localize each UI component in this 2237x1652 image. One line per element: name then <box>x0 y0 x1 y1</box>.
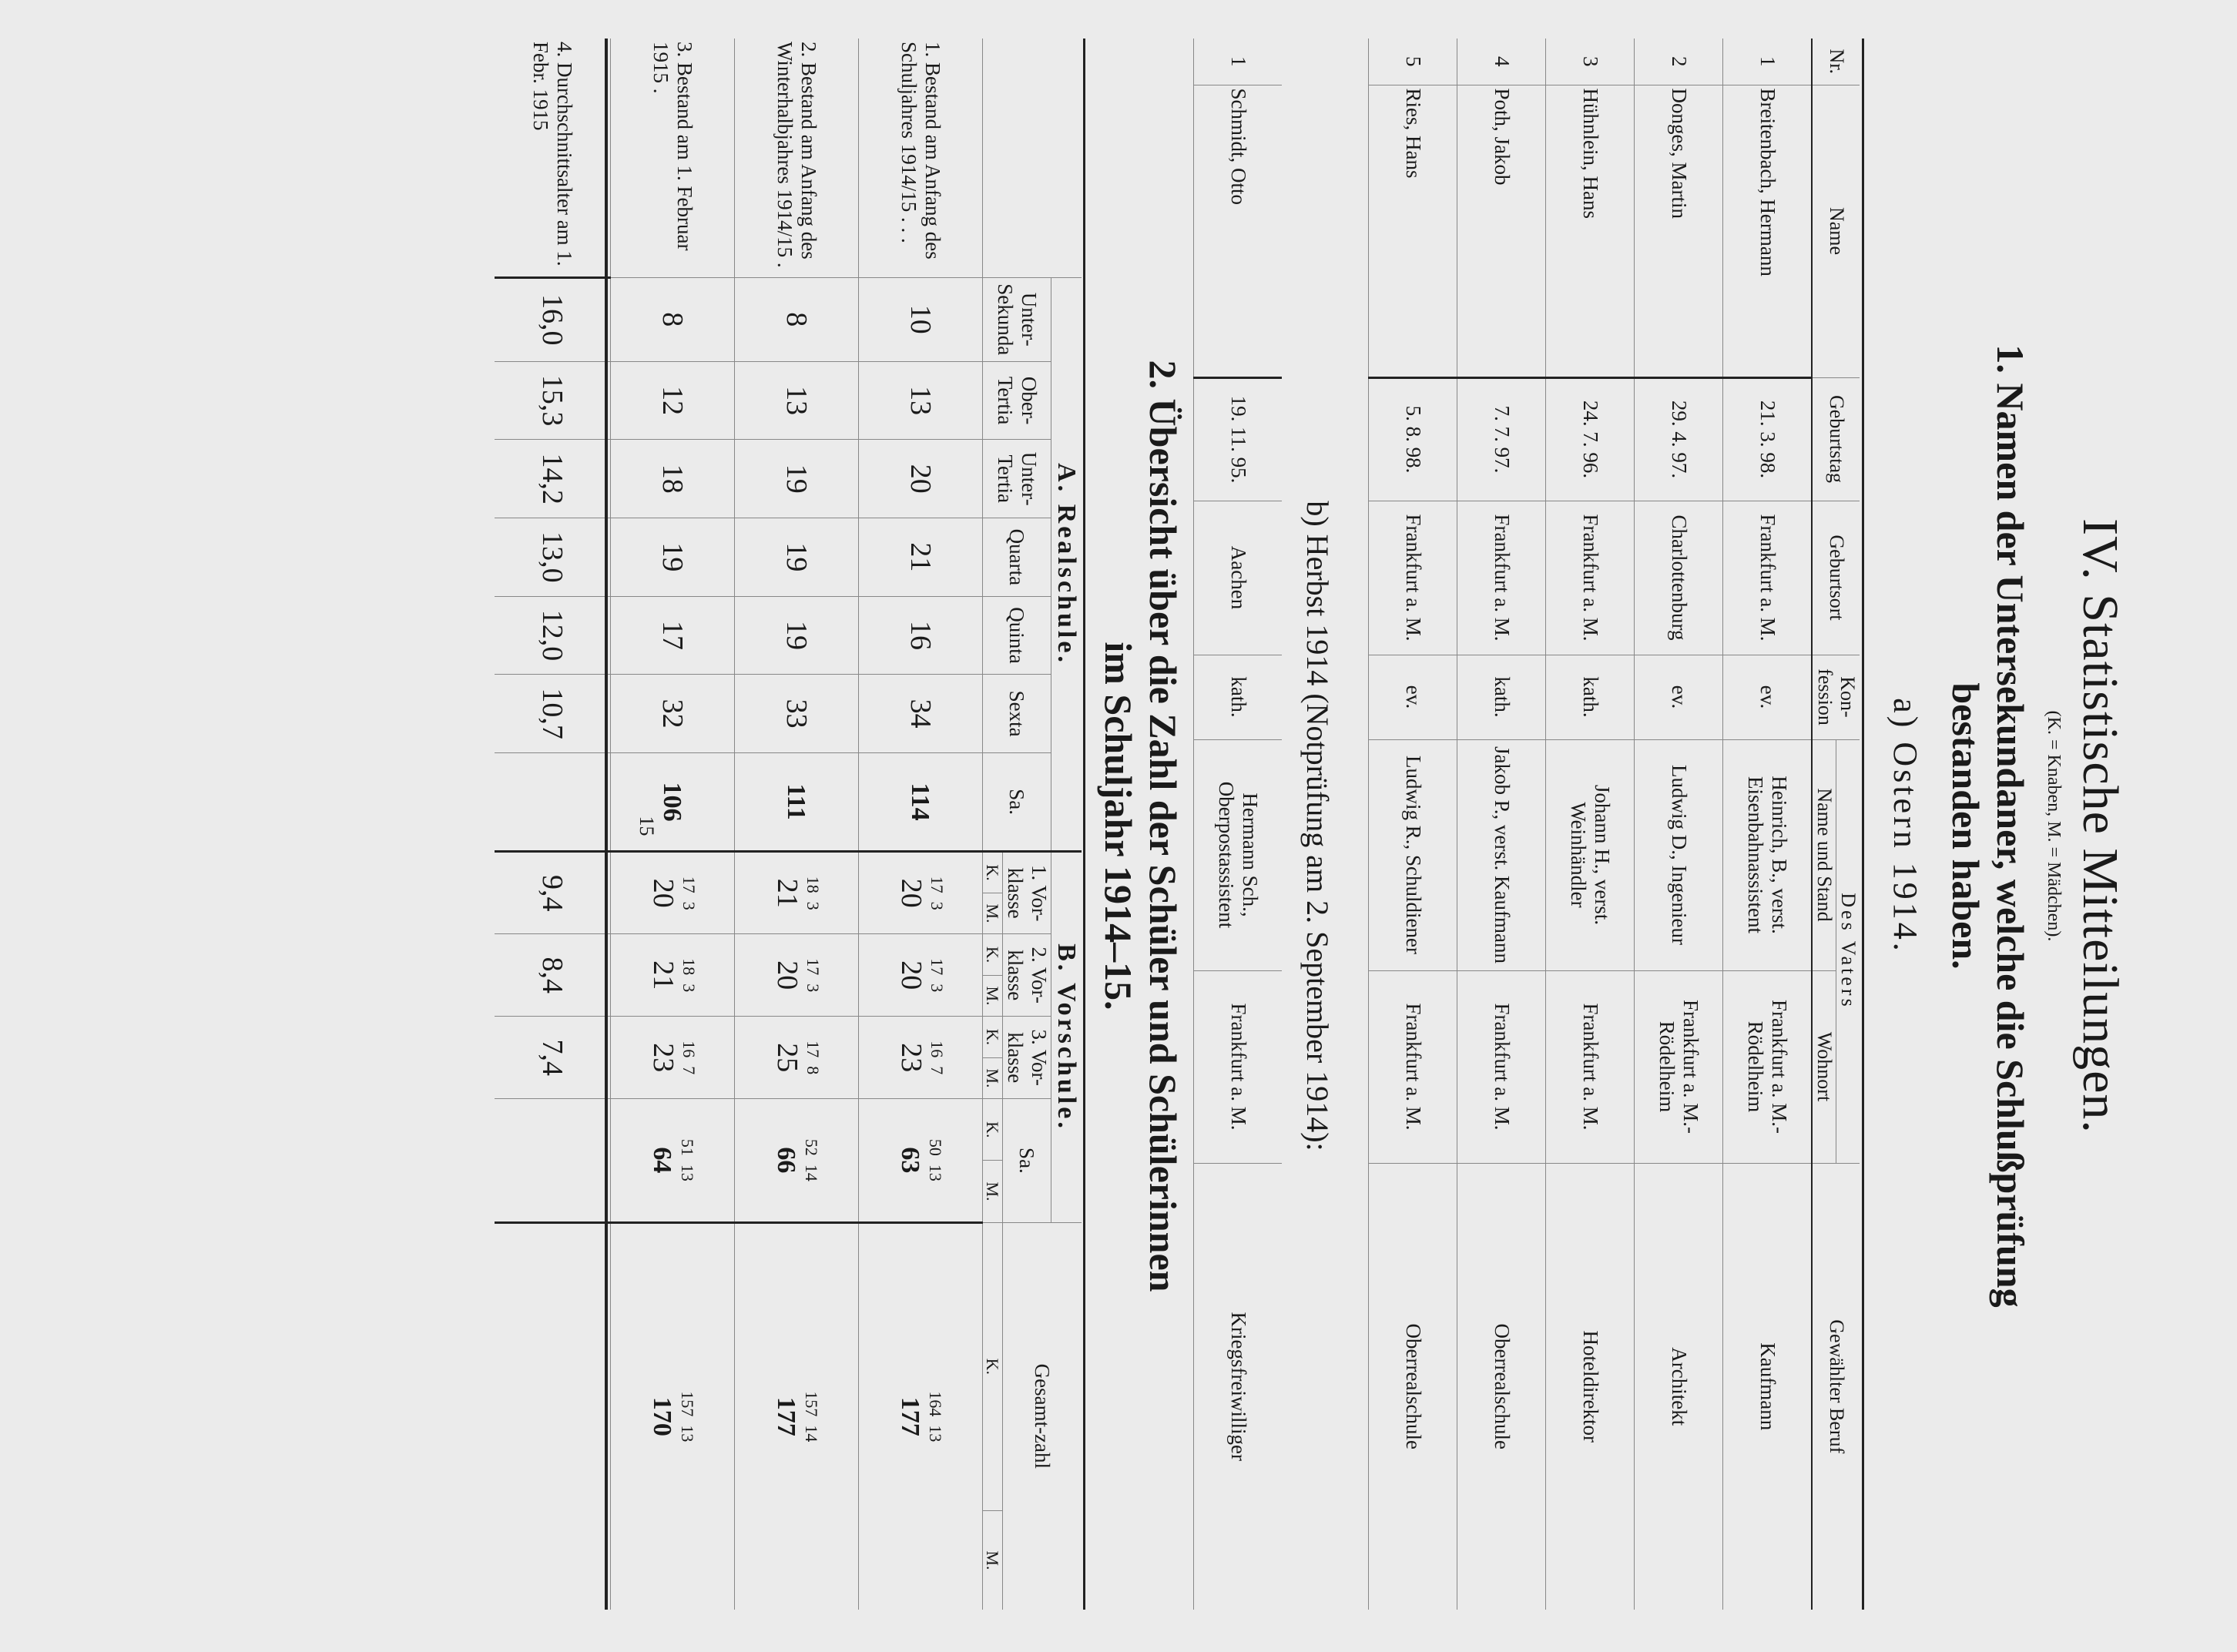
table-row: 2. Bestand am Anfang des Winterhalbjahres 1914/15 . 8 13 19 19 19 33 111 18 3 21 17 3 20 17 8 25 52 14 66 157 14 177 <box>734 39 858 1610</box>
subheading-ostern: a) Ostern 1914. <box>1887 698 1924 954</box>
table-row: 1. Bestand am Anfang des Schuljahres 1914/15 . . . 10 13 20 21 16 34 114 17 3 20 17 3 20 16 7 23 50 13 63 164 13 177 <box>858 39 982 1610</box>
heading-1-line-1: 1. Namen der Untersekundaner, welche die Schlußprüfung <box>1989 344 2032 1308</box>
statistics-table: A. Realschule. B. Vorschule. Gesamt-zahl Unter-Sekunda Ober-Tertia Unter-Tertia Quarta Quinta Sexta Sa. 1. Vor-klasse 2. Vor-klasse 3. Vor-klasse Sa. K. M. K. M. K. M. K. M. K. M. 1. Bestand am Anfang des Schuljahres 1914/15 . . . 10 13 20 21 16 34 114 17 3 20 17 3 20 16 7 23 50 13 63 164 13 177 2. Bestand am Anfang des Winterhalbjahres 1914/15 . 8 13 19 19 19 33 111 18 3 21 17 3 20 17 8 25 52 14 66 157 14 177 3. Bestand am 1. Februar 1915 . 8 12 18 19 17 32 106 17 3 20 18 3 21 16 7 23 51 13 64 157 13 170 4. Durchschnittsalter am 1. Febr. 1915 16,0 15,3 14,2 13,0 12,0 10,7 9,4 8,4 7,4 <box>495 39 1082 1610</box>
page-number: 15 <box>636 816 658 836</box>
realschule-header: A. Realschule. <box>1051 277 1082 852</box>
table-row: 5 Ries, Hans 5. 8. 98. Frankfurt a. M. ev. Ludwig R., Schuldiener Frankfurt a. M. Oberrealschule <box>1369 39 1457 1610</box>
table-row: 1 Schmidt, Otto 19. 11. 95. Aachen kath. Hermann Sch., Oberpostassistent Frankfurt a. M. Kriegsfreiwilliger <box>1194 39 1283 1610</box>
abbreviation-note: (K. = Knaben, M. = Mädchen). <box>2044 710 2064 942</box>
col-beruf: Gewählter Beruf <box>1812 1163 1860 1610</box>
examinees-table-ostern <box>1368 39 1860 1610</box>
gesamtzahl-header: Gesamt-zahl <box>1002 1222 1082 1610</box>
table-row: 4 Poth, Jakob 7. 7. 97. Frankfurt a. M. kath. Jakob P., verst. Kaufmann Frankfurt a. M. Oberrealschule <box>1457 39 1546 1610</box>
table-row: 4. Durchschnittsalter am 1. Febr. 1915 16,0 15,3 14,2 13,0 12,0 10,7 9,4 8,4 7,4 <box>495 39 611 1610</box>
vorschule-header: B. Vorschule. <box>1051 852 1082 1222</box>
col-geburtstag: Geburtstag <box>1812 377 1860 501</box>
col-name: Name <box>1812 85 1860 377</box>
table-row: 3. Bestand am 1. Februar 1915 . 8 12 18 19 17 32 106 17 3 20 18 3 21 16 7 23 51 13 64 157 13 170 <box>610 39 734 1610</box>
col-geburtsort: Geburtsort <box>1812 501 1860 655</box>
heading-2-line-1: 2. Übersicht über die Zahl der Schüler und Schülerinnen <box>1142 360 1185 1292</box>
col-name-stand: Name und Stand <box>1812 739 1836 970</box>
subheading-herbst: b) Herbst 1914 (Notprüfung am 2. September 1914): <box>1300 501 1335 1151</box>
table-row: 3 Hühnlein, Hans 24. 7. 96. Frankfurt a. M. kath. Johann H., verst. Weinhändler Frankfurt a. M. Hoteldirektor <box>1546 39 1635 1610</box>
col-nr: Nr. <box>1812 39 1860 85</box>
col-des-vaters: Des Vaters <box>1836 739 1860 1163</box>
heading-1-line-2: bestanden haben. <box>1944 682 1987 970</box>
table-row: 1 Breitenbach, Hermann 21. 3. 98. Frankfurt a. M. ev. Heinrich, B., verst. Eisenbahnassistent Frankfurt a. M.-Rödelheim Kaufmann <box>1723 39 1813 1610</box>
examinees-table-herbst <box>1193 39 1282 1610</box>
col-konfession: Kon-fession <box>1812 655 1860 739</box>
col-wohnort: Wohnort <box>1812 970 1836 1163</box>
table-row: 2 Donges, Martin 29. 4. 97. Charlottenburg ev. Ludwig D., Ingenieur Frankfurt a. M.-Rödelheim Architekt <box>1635 39 1723 1610</box>
heading-2-line-2: im Schuljahr 1914–15. <box>1097 642 1140 1010</box>
section-title: IV. Statistische Mitteilungen. <box>2072 518 2128 1134</box>
